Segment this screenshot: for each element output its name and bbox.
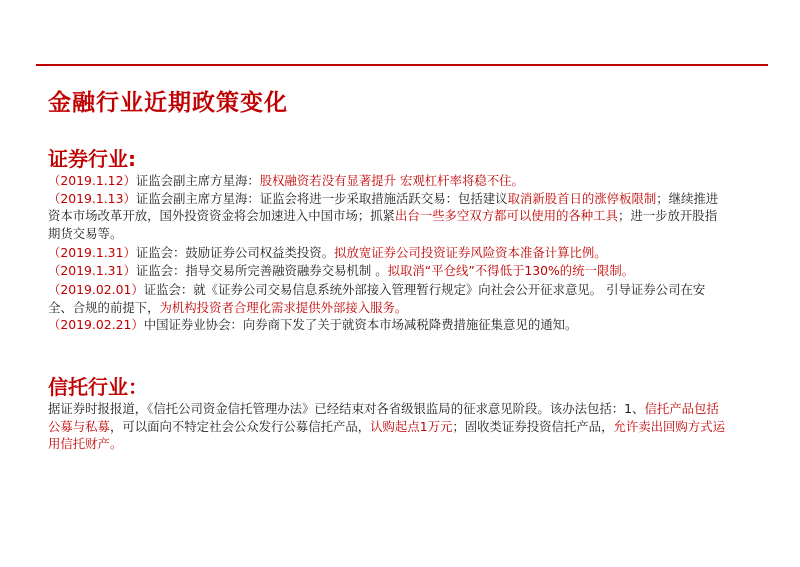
trust-highlight: 允许卖出回购方式运用信托财产。 bbox=[48, 418, 725, 451]
trust-section bbox=[48, 374, 728, 453]
item-text: 证监会副主席方星海： bbox=[135, 173, 260, 188]
item-date: （2019.02.21） bbox=[48, 317, 144, 332]
header-rule bbox=[36, 64, 768, 66]
item-date: （2019.02.01） bbox=[48, 282, 144, 297]
item-text: 证监会：鼓励证券公司权益类投资。 bbox=[135, 245, 335, 260]
trust-text: ，可以面向不特定社会公众发行公募信托产品， bbox=[109, 418, 371, 434]
item-text: 证监会：就《证券公司交易信息系统外部接入管理暂行规定》向社会公开征求意见。 引导证券公司在安全、合规的前提下， bbox=[48, 282, 706, 315]
item-text: 中国证券业协会：向券商下发了关于就资本市场减税降费措施征集意见的通知。 bbox=[143, 317, 578, 332]
item-highlight: 为机构投资者合理化需求提供外部接入服务。 bbox=[159, 299, 408, 315]
securities-item-4 bbox=[48, 262, 728, 280]
item-text: ；继续推进资本市场改革开放，国外投资资金将会加速进入中国市场；抓紧 bbox=[48, 190, 719, 223]
item-highlight: 拟取消“平仓线”不得低于130%的统一限制。 bbox=[387, 262, 635, 278]
item-highlight: 取消新股首日的涨停板限制 bbox=[507, 190, 657, 206]
securities-item-6 bbox=[48, 316, 728, 334]
item-text: ；进一步放开股指期货交易等。 bbox=[48, 208, 718, 241]
securities-item-5 bbox=[48, 281, 728, 316]
trust-heading: 信托行业： bbox=[48, 375, 148, 399]
item-date: （2019.1.31） bbox=[48, 245, 136, 260]
trust-text: ；固收类证券投资信托产品， bbox=[452, 418, 614, 434]
trust-paragraph bbox=[48, 400, 728, 453]
item-highlight: 股权融资若没有显著提升 宏观杠杆率将稳不住。 bbox=[259, 173, 524, 188]
securities-item-2 bbox=[48, 190, 728, 243]
item-highlight: 拟放宽证券公司投资证券风险资本准备计算比例。 bbox=[334, 245, 607, 260]
item-text: 证监会副主席方星海：证监会将进一步采取措施活跃交易：包括建议 bbox=[135, 190, 508, 206]
securities-heading: 证券行业: bbox=[48, 147, 136, 171]
item-date: （2019.1.31） bbox=[48, 262, 136, 278]
item-highlight: 出台一些多空双方都可以使用的各种工具 bbox=[394, 208, 618, 223]
trust-text: 据证券时报报道，《信托公司资金信托管理办法》已经结束对各省级银监局的征求意见阶段。该办法包括：1、 bbox=[48, 401, 645, 416]
item-text: 证监会：指导交易所完善融资融券交易机制 。 bbox=[135, 262, 388, 278]
securities-section bbox=[48, 146, 728, 334]
trust-highlight: 信托产品包括公募与私募 bbox=[48, 401, 719, 434]
item-date: （2019.1.12） bbox=[48, 173, 136, 188]
trust-highlight: 认购起点1万元 bbox=[370, 418, 453, 434]
securities-item-3 bbox=[48, 244, 728, 262]
securities-item-1 bbox=[48, 172, 728, 190]
item-date: （2019.1.13） bbox=[48, 190, 136, 206]
page-title: 金融行业近期政策变化 bbox=[48, 90, 288, 116]
